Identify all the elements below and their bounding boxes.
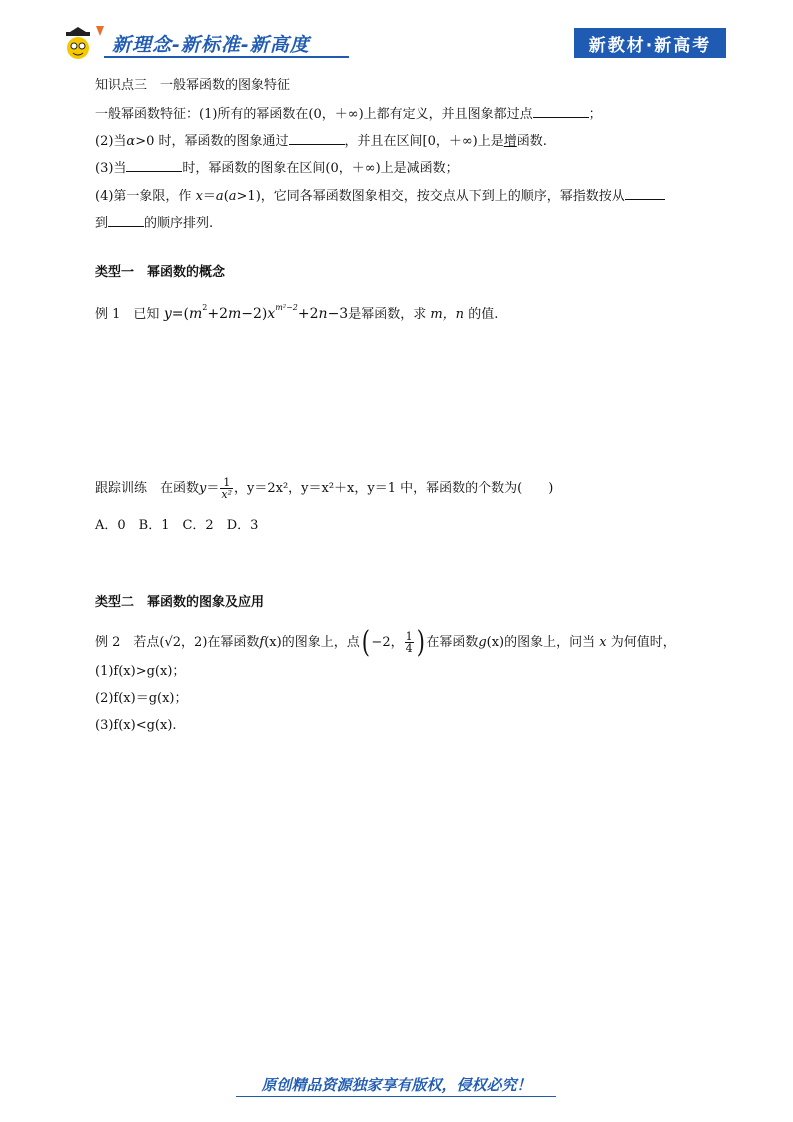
fill-blank-3 — [126, 158, 182, 172]
question-1: (1)f(x)>g(x)； — [95, 664, 186, 679]
header-slogan: 新理念-新标准-新高度 — [112, 34, 310, 56]
fill-blank-2 — [289, 131, 345, 145]
knowledge-line-2: (2)当α>0 时，幂函数的图象通过 ，并且在区间[0，＋∞)上是增函数. — [95, 131, 547, 151]
header-rule — [104, 56, 349, 58]
type1-heading: 类型一 幂函数的概念 — [95, 265, 226, 280]
fill-blank-5 — [108, 213, 144, 227]
type2-heading: 类型二 幂函数的图象及应用 — [95, 595, 265, 610]
mascot-icon — [60, 24, 104, 64]
knowledge-title: 知识点三 一般幂函数的图象特征 — [95, 78, 291, 93]
practice-options: A．0 B．1 C．2 D．3 — [95, 518, 259, 533]
fraction-1-over-x2: $\frac{1}{\text{x²}}$ — [221, 476, 233, 501]
knowledge-line-5: 到 的顺序排列. — [95, 213, 213, 233]
practice-line: 跟踪训练 在函数y＝ $\frac{1}{\text{x²}}$ ，y＝2x²，y＝x²＋x，y＝1 中，幂函数的个数为( ) — [95, 476, 554, 501]
knowledge-line-1: 一般幂函数特征：(1)所有的幂函数在(0，＋∞)上都有定义，并且图象都过点 ； — [95, 104, 602, 124]
fill-blank-4 — [625, 186, 665, 200]
left-paren: ( — [361, 624, 370, 660]
footer-rule — [236, 1096, 556, 1097]
right-paren: ) — [416, 624, 425, 660]
knowledge-line-3: (3)当 时，幂函数的图象在区间(0，＋∞)上是减函数； — [95, 158, 459, 178]
knowledge-line-4: (4)第一象限，作 x＝a(a>1)，它同各幂函数图象相交，按交点从下到上的顺序，幂指数按从 — [95, 186, 665, 206]
header-badge: 新教材·新高考 — [574, 28, 726, 58]
example2-line: 例 2 若点(√2，2)在幂函数f(x)的图象上，点( −2， $\frac{1}{4}$ ) 在幂函数g(x)的图象上，问当 x 为何值时， — [95, 624, 676, 660]
footer-copyright: 原创精品资源独家享有版权，侵权必究！ — [261, 1076, 532, 1094]
fill-blank-1 — [533, 104, 589, 118]
question-2: (2)f(x)＝g(x)； — [95, 691, 188, 706]
question-3: (3)f(x)<g(x). — [95, 718, 177, 733]
example1-line: 例 1 已知 $y=(m^2+2m-2)x^{m^2-2}+2n-3$是幂函数，求 m，n 的值. — [95, 303, 499, 322]
header-logo-area — [60, 24, 360, 64]
fraction-1-over-4: $\frac{1}{4}$ — [405, 630, 413, 655]
